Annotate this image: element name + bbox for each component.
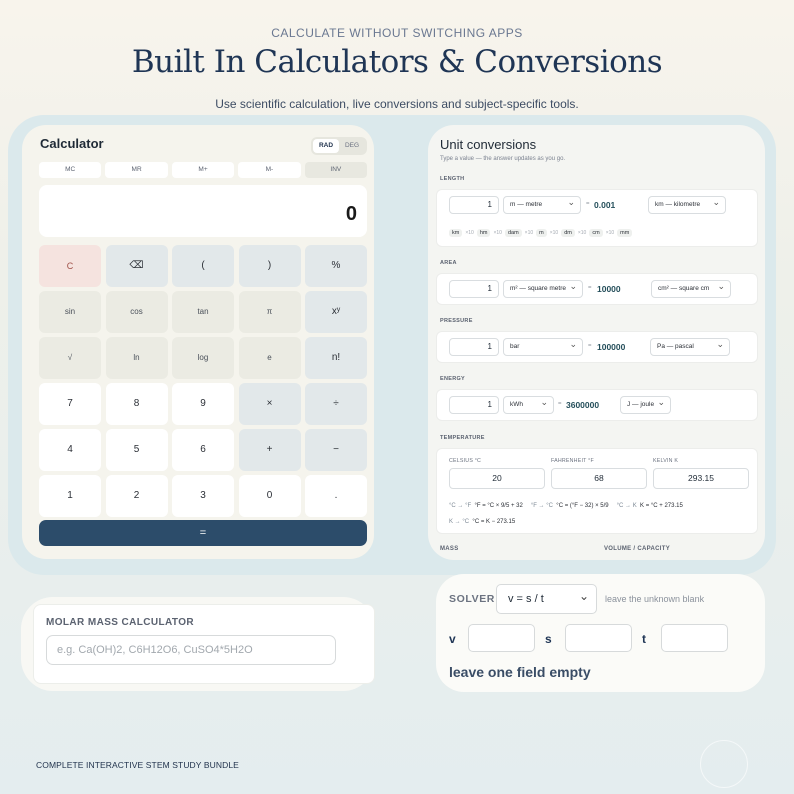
inv-button[interactable]: INV xyxy=(305,162,367,178)
close-paren-button[interactable]: ) xyxy=(239,245,301,287)
digit-9-button[interactable]: 9 xyxy=(172,383,234,425)
pi-button[interactable]: π xyxy=(239,291,301,333)
area-converter xyxy=(436,273,758,305)
scale-chip: dam xyxy=(505,229,522,237)
page-title: Built In Calculators & Conversions xyxy=(131,44,663,80)
energy-result: 3600000 xyxy=(566,400,600,410)
area-to-select[interactable]: cm² — square cm ⌄ xyxy=(651,280,731,298)
unit-conversions-title: Unit conversions xyxy=(440,137,537,152)
plus-button[interactable]: + xyxy=(239,429,301,471)
formula-arrow: °F → °C xyxy=(530,503,553,509)
scale-separator: ×10 xyxy=(493,230,502,236)
formula-text: °C = K − 273.15 xyxy=(472,519,516,525)
length-scale-chips xyxy=(449,229,632,237)
temperature-label: TEMPERATURE xyxy=(440,435,485,441)
scale-chip: cm xyxy=(589,229,602,237)
m-plus-button[interactable]: M+ xyxy=(172,162,234,178)
equals-sign: = xyxy=(588,343,592,349)
sin-button[interactable]: sin xyxy=(39,291,101,333)
digit-7-button[interactable]: 7 xyxy=(39,383,101,425)
mr-button[interactable]: MR xyxy=(105,162,167,178)
digit-6-button[interactable]: 6 xyxy=(172,429,234,471)
length-value-input[interactable]: 1 xyxy=(449,196,499,214)
mc-button[interactable]: MC xyxy=(39,162,101,178)
scale-separator: ×10 xyxy=(577,230,587,236)
length-to-select[interactable]: km — kilometre ⌄ xyxy=(648,196,726,214)
area-value-input[interactable]: 1 xyxy=(449,280,499,298)
var-t-input[interactable] xyxy=(661,624,728,652)
calculator-title: Calculator xyxy=(40,136,104,151)
backspace-button[interactable]: ⌫ xyxy=(106,245,168,287)
divide-button[interactable]: ÷ xyxy=(305,383,367,425)
equals-button[interactable]: = xyxy=(39,520,367,546)
kelvin-input[interactable]: 293.15 xyxy=(653,468,749,489)
area-result: 10000 xyxy=(597,284,621,294)
energy-to-select[interactable]: J — joule ⌄ xyxy=(620,396,671,414)
page-subtitle: Use scientific calculation, live conversions and subject-specific tools. xyxy=(215,97,579,111)
fahrenheit-input[interactable]: 68 xyxy=(551,468,647,489)
angle-mode-toggle xyxy=(311,137,367,155)
pressure-from-select[interactable]: bar ⌄ xyxy=(503,338,583,356)
scale-chip: mm xyxy=(617,229,632,237)
scale-separator: ×10 xyxy=(465,230,474,236)
digit-1-button[interactable]: 1 xyxy=(39,475,101,517)
area-label: AREA xyxy=(440,260,457,266)
formula-text: K = °C + 273.15 xyxy=(640,503,683,509)
formula-arrow: °C → K xyxy=(616,503,637,509)
multiply-button[interactable]: × xyxy=(239,383,301,425)
formula-arrow: °C → °F xyxy=(449,503,472,509)
pressure-to-select[interactable]: Pa — pascal ⌄ xyxy=(650,338,730,356)
tan-button[interactable]: tan xyxy=(172,291,234,333)
log-button[interactable]: log xyxy=(172,337,234,379)
calculator-keypad xyxy=(39,245,367,517)
temperature-formulas-2 xyxy=(449,519,515,525)
unit-conversions-panel xyxy=(428,125,765,560)
ln-button[interactable]: ln xyxy=(106,337,168,379)
digit-4-button[interactable]: 4 xyxy=(39,429,101,471)
solver-message: leave one field empty xyxy=(449,664,591,680)
formula-text: °C = (°F − 32) × 5/9 xyxy=(556,503,609,509)
pressure-converter xyxy=(436,331,758,363)
formula-arrow: K → °C xyxy=(449,519,470,525)
digit-8-button[interactable]: 8 xyxy=(106,383,168,425)
digit-2-button[interactable]: 2 xyxy=(106,475,168,517)
energy-converter xyxy=(436,389,758,421)
digit-3-button[interactable]: 3 xyxy=(172,475,234,517)
scale-separator: ×10 xyxy=(549,230,559,236)
scale-chip: m xyxy=(536,229,547,237)
pressure-value-input[interactable]: 1 xyxy=(449,338,499,356)
calculator-display: 0 xyxy=(39,185,367,237)
length-label: LENGTH xyxy=(440,176,465,182)
fahrenheit-label: FAHRENHEIT °F xyxy=(551,458,594,464)
var-s-label: s xyxy=(545,632,552,646)
molar-mass-title: MOLAR MASS CALCULATOR xyxy=(46,617,195,628)
volume-label: VOLUME / CAPACITY xyxy=(604,546,670,552)
rad-button[interactable]: RAD xyxy=(313,139,339,153)
solver-panel xyxy=(436,574,765,692)
celsius-label: CELSIUS °C xyxy=(449,458,482,464)
equals-sign: = xyxy=(588,285,592,291)
percent-button[interactable]: % xyxy=(305,245,367,287)
var-v-input[interactable] xyxy=(468,624,535,652)
scale-chip: dm xyxy=(561,229,575,237)
footer-brand: COMPLETE INTERACTIVE STEM STUDY BUNDLE xyxy=(36,760,239,770)
memory-row xyxy=(39,162,367,178)
scale-separator: ×10 xyxy=(605,230,615,236)
pressure-result: 100000 xyxy=(597,342,626,352)
energy-from-select[interactable]: kWh ⌄ xyxy=(503,396,554,414)
pressure-label: PRESSURE xyxy=(440,318,473,324)
area-from-select[interactable]: m² — square metre ⌄ xyxy=(503,280,583,298)
equals-sign: = xyxy=(558,401,562,407)
solver-label: SOLVER xyxy=(449,593,495,605)
energy-value-input[interactable]: 1 xyxy=(449,396,499,414)
sqrt-button[interactable]: √ xyxy=(39,337,101,379)
minus-button[interactable]: − xyxy=(305,429,367,471)
calculator-panel xyxy=(22,125,374,559)
temperature-converter xyxy=(436,448,758,534)
scale-chip: hm xyxy=(477,229,491,237)
kelvin-label: KELVIN K xyxy=(653,458,679,464)
celsius-input[interactable]: 20 xyxy=(449,468,545,489)
var-v-label: v xyxy=(449,632,456,646)
unit-conversions-subtitle: Type a value — the answer updates as you go. xyxy=(440,156,566,162)
decorative-circle xyxy=(700,740,748,788)
mass-label: MASS xyxy=(440,546,459,552)
equals-sign: = xyxy=(586,201,590,207)
length-result: 0.001 xyxy=(594,200,616,210)
cos-button[interactable]: cos xyxy=(106,291,168,333)
digit-5-button[interactable]: 5 xyxy=(106,429,168,471)
length-from-select[interactable]: m — metre ⌄ xyxy=(503,196,581,214)
scale-chip: km xyxy=(449,229,462,237)
formula-input[interactable]: e.g. Ca(OH)2, C6H12O6, CuSO4*5H2O xyxy=(46,635,336,665)
eyebrow-text: CALCULATE WITHOUT SWITCHING APPS xyxy=(271,26,523,40)
m-minus-button[interactable]: M- xyxy=(238,162,300,178)
var-s-input[interactable] xyxy=(565,624,632,652)
e-button[interactable]: e xyxy=(239,337,301,379)
open-paren-button[interactable]: ( xyxy=(172,245,234,287)
formula-select[interactable]: v = s / t ⌄ xyxy=(496,584,597,614)
formula-text: °F = °C × 9/5 + 32 xyxy=(474,503,523,509)
digit-0-button[interactable]: 0 xyxy=(239,475,301,517)
var-t-label: t xyxy=(642,632,646,646)
deg-button[interactable]: DEG xyxy=(344,142,360,149)
scale-separator: ×10 xyxy=(524,230,534,236)
length-converter xyxy=(436,189,758,247)
temperature-formulas xyxy=(449,503,683,509)
clear-button[interactable]: C xyxy=(39,245,101,287)
factorial-button[interactable]: n! xyxy=(305,337,367,379)
solver-hint: leave the unknown blank xyxy=(605,594,705,604)
decimal-button[interactable]: . xyxy=(305,475,367,517)
energy-label: ENERGY xyxy=(440,376,466,382)
power-button[interactable]: xʸ xyxy=(305,291,367,333)
